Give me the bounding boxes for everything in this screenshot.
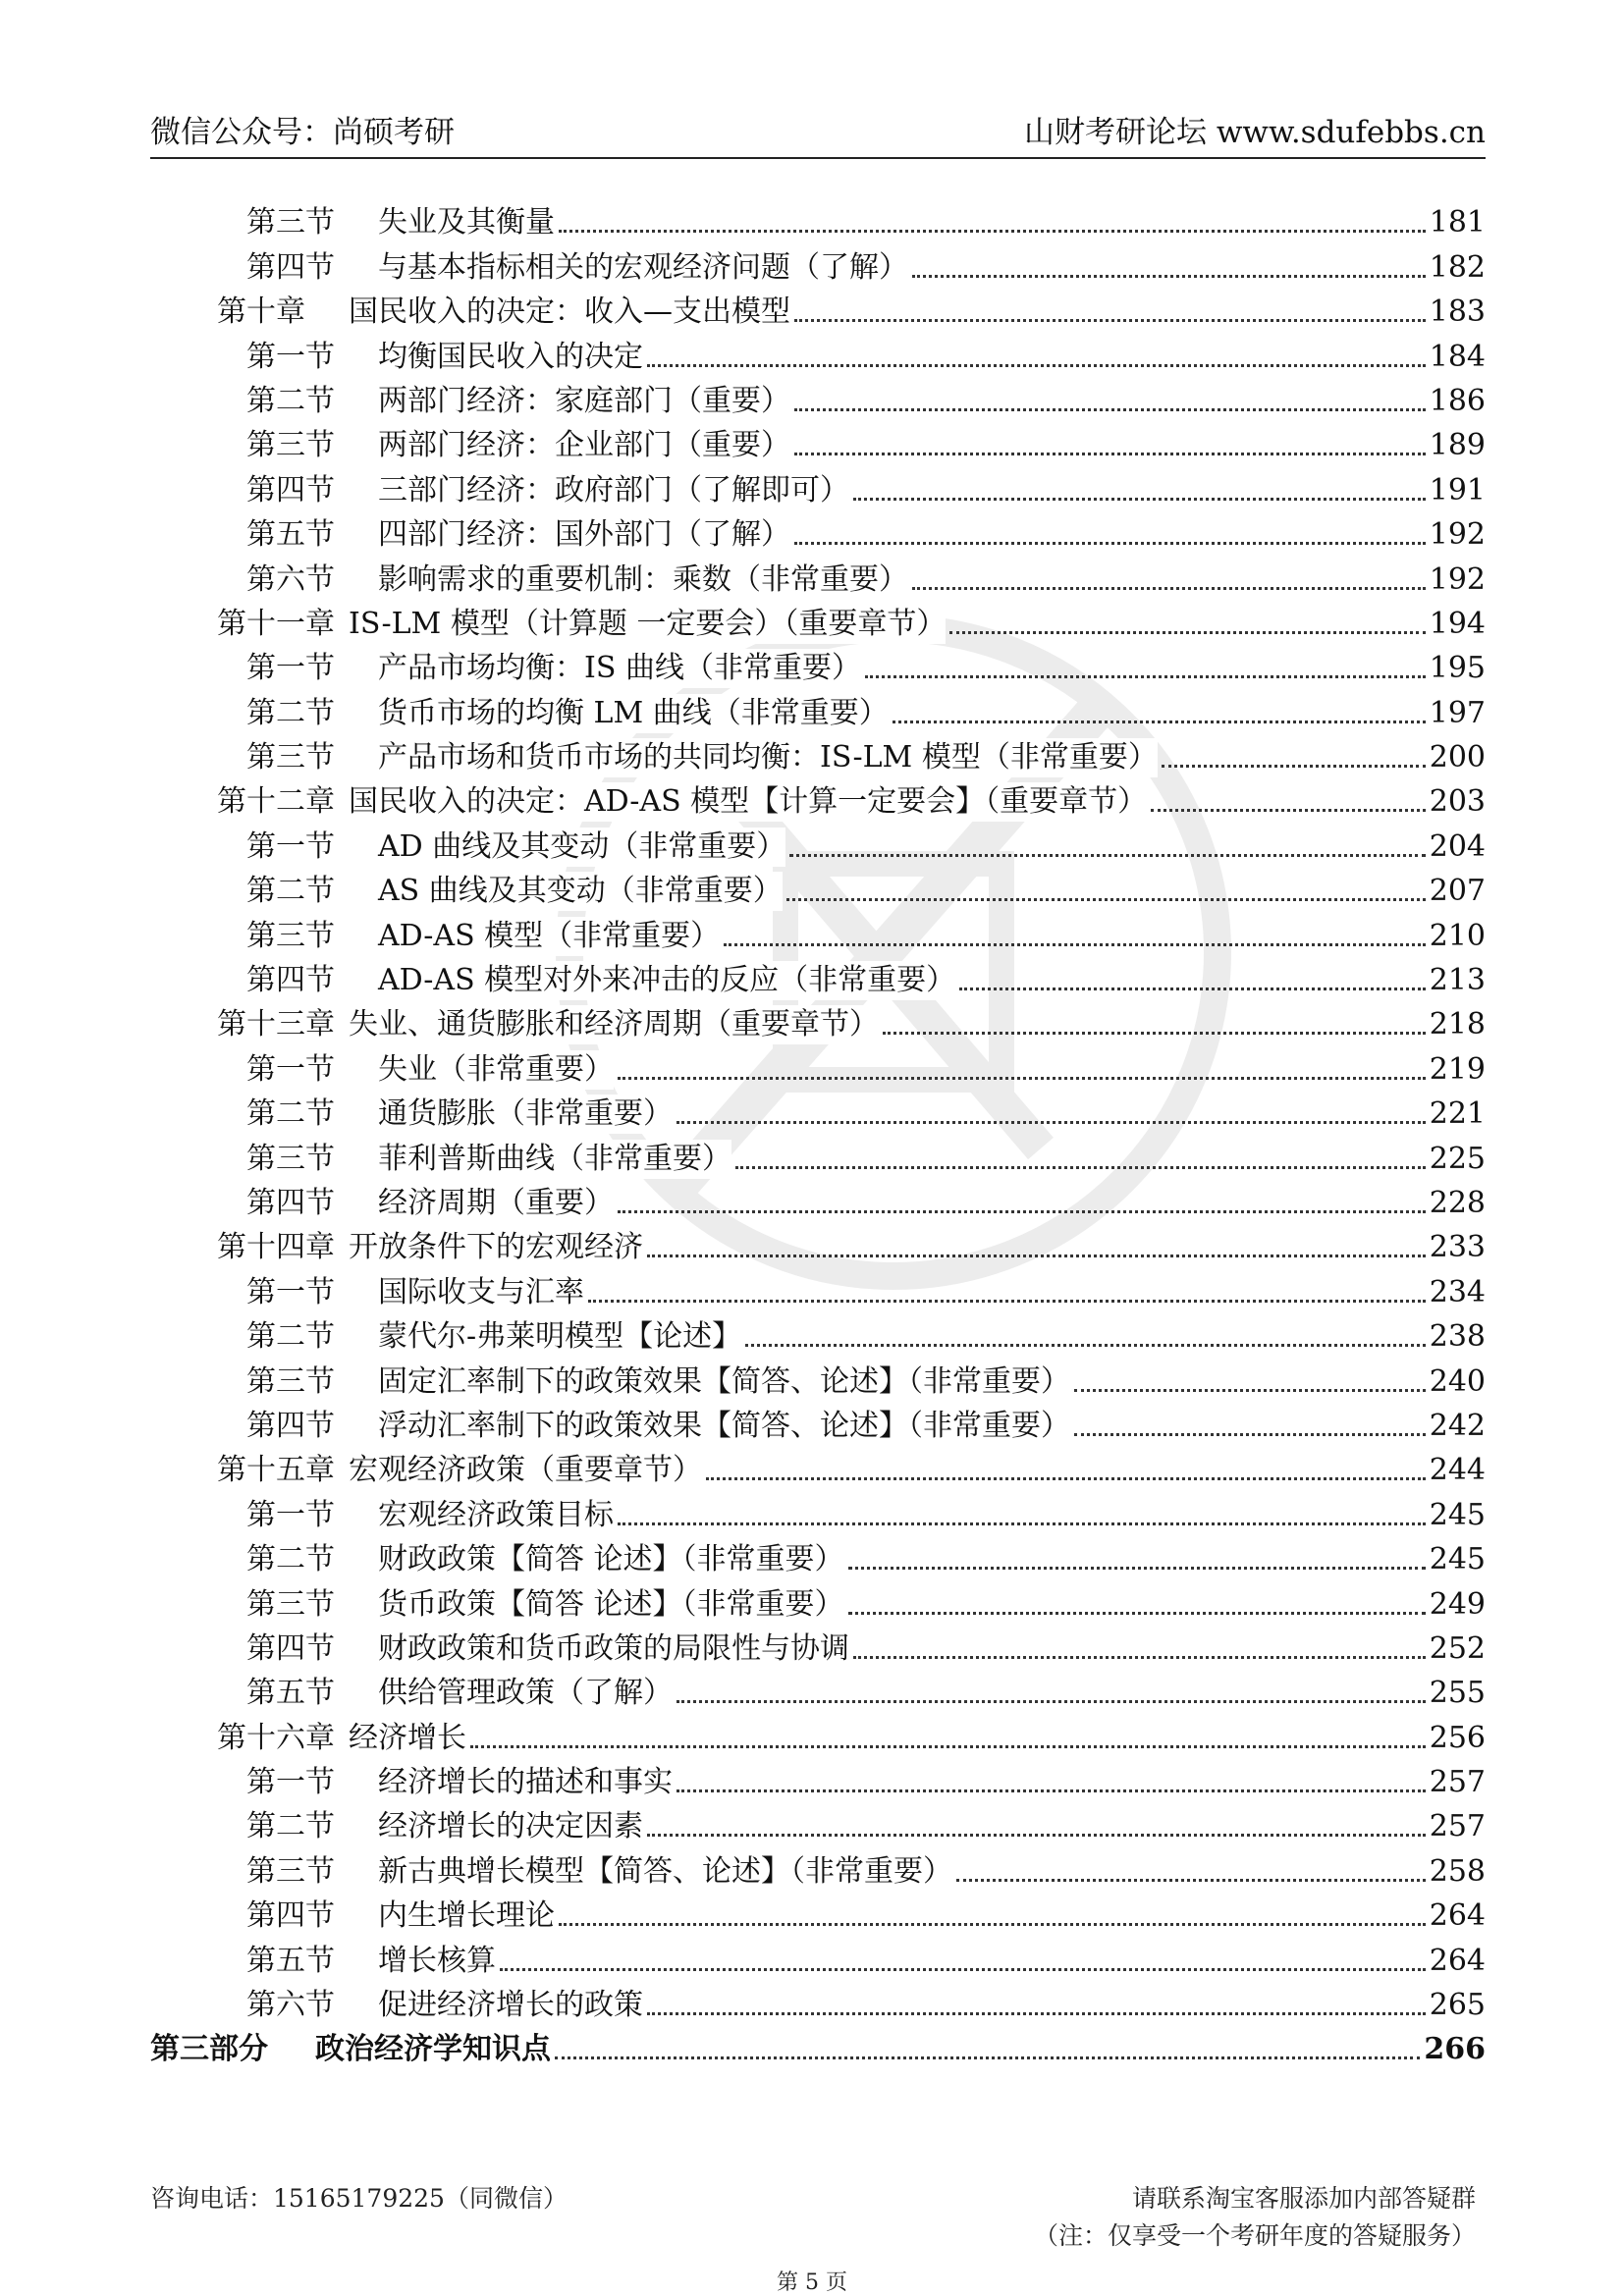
toc-entry-number: 第一节	[246, 1051, 335, 1087]
toc-section-row[interactable]	[150, 644, 1486, 688]
toc-section-row[interactable]	[150, 822, 1486, 866]
toc-entry-number: 第二节	[246, 695, 335, 730]
toc-section-row[interactable]	[150, 1312, 1486, 1357]
toc-entry-page: 264	[1429, 1943, 1486, 1978]
toc-section-row[interactable]	[150, 1802, 1486, 1846]
toc-entry-page: 181	[1429, 205, 1486, 240]
toc-entry-label	[150, 1896, 555, 1936]
toc-entry-number: 第三节	[246, 1853, 335, 1889]
toc-entry-title: 政治经济学知识点	[315, 2032, 551, 2067]
toc-entry-page: 191	[1429, 472, 1486, 507]
toc-section-row[interactable]	[150, 1981, 1486, 2025]
footer-note-2: （注：仅享受一个考研年度的答疑服务）	[1033, 2221, 1476, 2250]
toc-part-row[interactable]	[150, 2025, 1486, 2069]
toc-entry-label	[150, 1184, 614, 1223]
toc-entry-page: 233	[1429, 1230, 1486, 1265]
toc-entry-title: 国民收入的决定：AD-AS 模型【计算一定要会】（重要章节）	[349, 784, 1148, 820]
table-of-contents	[150, 198, 1486, 2069]
toc-entry-title: 国民收入的决定：收入—支出模型	[349, 294, 790, 330]
toc-entry-page: 238	[1429, 1319, 1486, 1355]
dot-leader	[735, 1166, 1426, 1169]
toc-entry-label	[150, 1451, 702, 1490]
toc-entry-label	[150, 1763, 673, 1802]
toc-entry-title: 均衡国民收入的决定	[378, 339, 643, 374]
dot-leader	[677, 1700, 1426, 1703]
toc-entry-label	[150, 917, 720, 956]
toc-entry-title: 产品市场和货币市场的共同均衡：IS-LM 模型（非常重要）	[378, 740, 1158, 775]
toc-entry-title: 经济增长的决定因素	[378, 1809, 643, 1844]
dot-leader	[956, 1879, 1426, 1882]
toc-entry-number: 第十一章	[217, 606, 335, 641]
toc-entry-number: 第十章	[217, 294, 305, 330]
toc-entry-number: 第二节	[246, 1809, 335, 1844]
dot-leader	[794, 453, 1426, 455]
toc-section-row[interactable]	[150, 867, 1486, 911]
dot-leader	[794, 542, 1426, 545]
toc-entry-title: 新古典增长模型【简答、论述】（非常重要）	[378, 1853, 952, 1889]
toc-section-row[interactable]	[150, 1267, 1486, 1311]
toc-entry-title: 失业、通货膨胀和经济周期（重要章节）	[349, 1007, 879, 1042]
toc-entry-title: 与基本指标相关的宏观经济问题（了解）	[378, 249, 908, 285]
toc-section-row[interactable]	[150, 733, 1486, 777]
dot-leader	[555, 2056, 1420, 2059]
toc-entry-page: 203	[1429, 784, 1486, 820]
toc-entry-number: 第三部分	[150, 2032, 268, 2067]
toc-entry-number: 第三节	[246, 918, 335, 953]
toc-entry-number: 第五节	[246, 1943, 335, 1978]
toc-entry-page: 242	[1429, 1408, 1486, 1443]
toc-entry-label	[150, 426, 790, 465]
toc-entry-title: AD-AS 模型对外来冲击的反应（非常重要）	[378, 963, 956, 998]
toc-chapter-row[interactable]	[150, 1223, 1486, 1267]
toc-entry-title: AS 曲线及其变动（非常重要）	[378, 874, 783, 909]
dot-leader	[912, 275, 1426, 278]
toc-entry-label	[150, 2030, 551, 2069]
toc-section-row[interactable]	[150, 510, 1486, 555]
toc-section-row[interactable]	[150, 555, 1486, 599]
toc-entry-title: 国际收支与汇率	[378, 1274, 584, 1309]
dot-leader	[949, 631, 1425, 634]
toc-chapter-row[interactable]	[150, 1713, 1486, 1757]
toc-entry-label	[150, 1362, 1070, 1402]
toc-entry-page: 228	[1429, 1185, 1486, 1220]
toc-section-row[interactable]	[150, 1134, 1486, 1178]
toc-entry-title: 货币政策【简答 论述】（非常重要）	[378, 1586, 844, 1622]
toc-entry-number: 第四节	[246, 1408, 335, 1443]
toc-entry-number: 第三节	[246, 1141, 335, 1176]
toc-entry-page: 234	[1429, 1274, 1486, 1309]
toc-entry-label	[150, 1674, 673, 1713]
toc-entry-title: 菲利普斯曲线（非常重要）	[378, 1141, 731, 1176]
dot-leader	[706, 1477, 1426, 1480]
toc-section-row[interactable]	[150, 198, 1486, 242]
toc-entry-label	[150, 382, 790, 421]
toc-entry-page: 265	[1429, 1988, 1486, 2023]
dot-leader	[500, 1968, 1426, 1971]
toc-entry-title: AD-AS 模型（非常重要）	[378, 918, 721, 953]
toc-section-row[interactable]	[150, 421, 1486, 465]
dot-leader	[848, 1567, 1426, 1570]
toc-section-row[interactable]	[150, 465, 1486, 509]
toc-entry-number: 第三节	[246, 740, 335, 775]
toc-entry-page: 213	[1429, 963, 1486, 998]
toc-entry-label	[150, 1050, 614, 1090]
toc-entry-number: 第五节	[246, 517, 335, 553]
toc-section-row[interactable]	[150, 332, 1486, 376]
toc-entry-title: 经济周期（重要）	[378, 1185, 614, 1220]
toc-entry-label	[150, 828, 785, 867]
toc-entry-number: 第二节	[246, 1096, 335, 1132]
toc-entry-label	[150, 293, 790, 332]
toc-entry-label	[150, 1140, 731, 1179]
toc-entry-title: 两部门经济：家庭部门（重要）	[378, 383, 790, 418]
toc-entry-title: 增长核算	[378, 1943, 496, 1978]
toc-entry-title: 内生增长理论	[378, 1898, 555, 1934]
toc-entry-title: 财政政策【简答 论述】（非常重要）	[378, 1542, 844, 1577]
toc-entry-label	[150, 738, 1158, 777]
toc-chapter-row[interactable]	[150, 1446, 1486, 1490]
toc-section-row[interactable]	[150, 1490, 1486, 1534]
toc-entry-label	[150, 1540, 844, 1579]
dot-leader	[794, 408, 1426, 411]
toc-entry-number: 第一节	[246, 828, 335, 864]
toc-section-row[interactable]	[150, 911, 1486, 955]
toc-entry-label	[150, 605, 946, 644]
toc-entry-label	[150, 515, 790, 555]
toc-entry-title: 影响需求的重要机制：乘数（非常重要）	[378, 561, 908, 597]
dot-leader	[865, 675, 1426, 678]
dot-leader	[559, 230, 1426, 233]
toc-entry-label	[150, 961, 955, 1000]
toc-entry-page: 197	[1429, 695, 1486, 730]
toc-entry-page: 186	[1429, 383, 1486, 418]
toc-entry-number: 第四节	[246, 1185, 335, 1220]
toc-entry-number: 第十五章	[217, 1453, 335, 1488]
toc-entry-number: 第二节	[246, 383, 335, 418]
toc-entry-title: 三部门经济：政府部门（了解即可）	[378, 472, 849, 507]
toc-section-row[interactable]	[150, 377, 1486, 421]
dot-leader	[618, 1077, 1426, 1080]
toc-entry-page: 256	[1429, 1720, 1486, 1755]
dot-leader	[647, 1255, 1426, 1257]
toc-entry-number: 第五节	[246, 1676, 335, 1711]
toc-entry-label	[150, 1807, 643, 1846]
toc-entry-label	[150, 1986, 643, 2025]
toc-entry-title: 失业及其衡量	[378, 205, 555, 240]
dot-leader	[559, 1923, 1426, 1926]
toc-entry-page: 204	[1429, 828, 1486, 864]
toc-entry-page: 245	[1429, 1542, 1486, 1577]
toc-entry-number: 第四节	[246, 249, 335, 285]
dot-leader	[853, 498, 1426, 501]
toc-entry-title: 开放条件下的宏观经济	[349, 1230, 643, 1265]
toc-section-row[interactable]	[150, 1892, 1486, 1936]
toc-entry-page: 266	[1424, 2032, 1486, 2067]
toc-entry-label	[150, 1005, 879, 1044]
toc-entry-number: 第一节	[246, 1274, 335, 1309]
toc-entry-page: 195	[1429, 651, 1486, 686]
footer-contact: 咨询电话：15165179225（同微信）	[150, 2184, 568, 2213]
toc-entry-number: 第四节	[246, 472, 335, 507]
dot-leader	[853, 1656, 1426, 1659]
toc-entry-page: 255	[1429, 1676, 1486, 1711]
toc-entry-number: 第三节	[246, 1363, 335, 1399]
toc-entry-title: 货币市场的均衡 LM 曲线（非常重要）	[378, 695, 889, 730]
dot-leader	[647, 1834, 1426, 1837]
toc-entry-label	[150, 872, 783, 911]
toc-entry-page: 200	[1429, 740, 1486, 775]
toc-section-row[interactable]	[150, 1758, 1486, 1802]
page-header	[150, 114, 1486, 159]
toc-entry-label	[150, 1496, 614, 1535]
toc-entry-label	[150, 1317, 741, 1357]
toc-entry-number: 第十二章	[217, 784, 335, 820]
dot-leader	[647, 364, 1426, 367]
dot-leader	[883, 1032, 1426, 1035]
toc-entry-page: 221	[1429, 1096, 1486, 1132]
toc-entry-label	[150, 1228, 643, 1267]
toc-entry-label	[150, 1942, 496, 1981]
toc-entry-label	[150, 1629, 849, 1669]
toc-entry-page: 182	[1429, 249, 1486, 285]
toc-entry-number: 第一节	[246, 651, 335, 686]
toc-entry-page: 210	[1429, 918, 1486, 953]
dot-leader	[588, 1300, 1426, 1303]
toc-chapter-row[interactable]	[150, 288, 1486, 332]
toc-entry-title: 经济增长的描述和事实	[378, 1765, 673, 1800]
toc-section-row[interactable]	[150, 242, 1486, 287]
dot-leader	[959, 988, 1426, 990]
dot-leader	[677, 1121, 1426, 1124]
toc-entry-page: 218	[1429, 1007, 1486, 1042]
toc-entry-page: 189	[1429, 428, 1486, 463]
dot-leader	[1074, 1433, 1426, 1436]
toc-entry-page: 184	[1429, 339, 1486, 374]
toc-entry-number: 第六节	[246, 561, 335, 597]
toc-entry-page: 194	[1429, 606, 1486, 641]
toc-entry-title: 产品市场均衡：IS 曲线（非常重要）	[378, 651, 861, 686]
toc-entry-title: 宏观经济政策（重要章节）	[349, 1453, 702, 1488]
toc-section-row[interactable]	[150, 1357, 1486, 1401]
toc-entry-label	[150, 1407, 1070, 1446]
toc-entry-title: 固定汇率制下的政策效果【简答、论述】（非常重要）	[378, 1363, 1070, 1399]
dot-leader	[794, 319, 1426, 322]
toc-entry-page: 245	[1429, 1497, 1486, 1532]
toc-entry-page: 249	[1429, 1586, 1486, 1622]
toc-entry-title: 两部门经济：企业部门（重要）	[378, 428, 790, 463]
toc-section-row[interactable]	[150, 1579, 1486, 1624]
toc-entry-title: 失业（非常重要）	[378, 1051, 614, 1087]
toc-section-row[interactable]	[150, 1625, 1486, 1669]
toc-entry-number: 第一节	[246, 339, 335, 374]
dot-leader	[618, 1210, 1426, 1213]
toc-entry-page: 264	[1429, 1898, 1486, 1934]
dot-leader	[912, 587, 1426, 590]
dot-leader	[789, 854, 1425, 857]
toc-entry-number: 第十四章	[217, 1230, 335, 1265]
dot-leader	[848, 1612, 1426, 1615]
toc-section-row[interactable]	[150, 1090, 1486, 1134]
toc-chapter-row[interactable]	[150, 777, 1486, 822]
dot-leader	[745, 1344, 1426, 1347]
page-number: 第 5 页	[777, 2270, 847, 2295]
toc-entry-page: 219	[1429, 1051, 1486, 1087]
toc-entry-label	[150, 1273, 584, 1312]
toc-section-row[interactable]	[150, 1044, 1486, 1089]
toc-entry-label	[150, 1852, 952, 1892]
dot-leader	[647, 2012, 1426, 2015]
dot-leader	[893, 721, 1426, 723]
footer-note-1: 请联系淘宝客服添加内部答疑群	[1131, 2184, 1476, 2213]
toc-entry-number: 第二节	[246, 1319, 335, 1355]
toc-entry-label	[150, 338, 643, 377]
toc-entry-number: 第一节	[246, 1765, 335, 1800]
toc-entry-page: 240	[1429, 1363, 1486, 1399]
toc-section-row[interactable]	[150, 1936, 1486, 1980]
toc-entry-title: 浮动汇率制下的政策效果【简答、论述】（非常重要）	[378, 1408, 1070, 1443]
toc-entry-title: 供给管理政策（了解）	[378, 1676, 673, 1711]
toc-entry-page: 252	[1429, 1630, 1486, 1666]
toc-entry-page: 258	[1429, 1853, 1486, 1889]
toc-entry-number: 第一节	[246, 1497, 335, 1532]
toc-section-row[interactable]	[150, 688, 1486, 732]
toc-entry-number: 第四节	[246, 1630, 335, 1666]
toc-entry-number: 第六节	[246, 1988, 335, 2023]
header-wechat: 微信公众号：尚硕考研	[150, 115, 455, 150]
toc-section-row[interactable]	[150, 1535, 1486, 1579]
toc-section-row[interactable]	[150, 1669, 1486, 1713]
toc-entry-label	[150, 1095, 673, 1134]
dot-leader	[618, 1522, 1426, 1525]
toc-entry-number: 第十六章	[217, 1720, 335, 1755]
toc-entry-title: 蒙代尔-弗莱明模型【论述】	[378, 1319, 742, 1355]
toc-entry-label	[150, 649, 861, 688]
header-forum: 山财考研论坛 www.sdufebbs.cn	[1024, 115, 1486, 150]
toc-entry-page: 192	[1429, 517, 1486, 553]
toc-chapter-row[interactable]	[150, 1000, 1486, 1044]
toc-entry-title: 经济增长	[349, 1720, 466, 1755]
toc-entry-number: 第四节	[246, 1898, 335, 1934]
toc-entry-page: 183	[1429, 294, 1486, 330]
toc-entry-label	[150, 782, 1147, 822]
toc-section-row[interactable]	[150, 1179, 1486, 1223]
toc-entry-label	[150, 1585, 844, 1625]
toc-entry-number: 第四节	[246, 963, 335, 998]
dot-leader	[786, 898, 1426, 901]
toc-entry-label	[150, 203, 555, 242]
toc-entry-page: 244	[1429, 1453, 1486, 1488]
toc-section-row[interactable]	[150, 1402, 1486, 1446]
toc-section-row[interactable]	[150, 1846, 1486, 1891]
toc-entry-title: 通货膨胀（非常重要）	[378, 1096, 673, 1132]
dot-leader	[1074, 1389, 1426, 1392]
toc-entry-number: 第二节	[246, 874, 335, 909]
toc-entry-number: 第三节	[246, 205, 335, 240]
toc-entry-title: IS-LM 模型（计算题 一定要会）（重要章节）	[349, 606, 947, 641]
toc-entry-label	[150, 1719, 466, 1758]
toc-entry-number: 第十三章	[217, 1007, 335, 1042]
toc-entry-title: 促进经济增长的政策	[378, 1988, 643, 2023]
toc-entry-title: 四部门经济：国外部门（了解）	[378, 517, 790, 553]
toc-entry-page: 192	[1429, 561, 1486, 597]
toc-entry-page: 225	[1429, 1141, 1486, 1176]
dot-leader	[677, 1789, 1426, 1792]
toc-entry-page: 257	[1429, 1809, 1486, 1844]
toc-entry-label	[150, 561, 908, 600]
toc-entry-label	[150, 471, 849, 510]
toc-entry-page: 257	[1429, 1765, 1486, 1800]
toc-section-row[interactable]	[150, 956, 1486, 1000]
dot-leader	[724, 943, 1426, 946]
dot-leader	[1162, 765, 1426, 768]
toc-entry-label	[150, 248, 908, 288]
toc-entry-number: 第三节	[246, 428, 335, 463]
toc-entry-page: 207	[1429, 874, 1486, 909]
dot-leader	[470, 1745, 1426, 1748]
toc-entry-title: 财政政策和货币政策的局限性与协调	[378, 1630, 849, 1666]
toc-entry-title: 宏观经济政策目标	[378, 1497, 614, 1532]
toc-entry-number: 第三节	[246, 1586, 335, 1622]
toc-entry-title: AD 曲线及其变动（非常重要）	[378, 828, 786, 864]
toc-entry-number: 第二节	[246, 1542, 335, 1577]
dot-leader	[1151, 809, 1426, 812]
toc-entry-label	[150, 694, 889, 733]
toc-chapter-row[interactable]	[150, 600, 1486, 644]
